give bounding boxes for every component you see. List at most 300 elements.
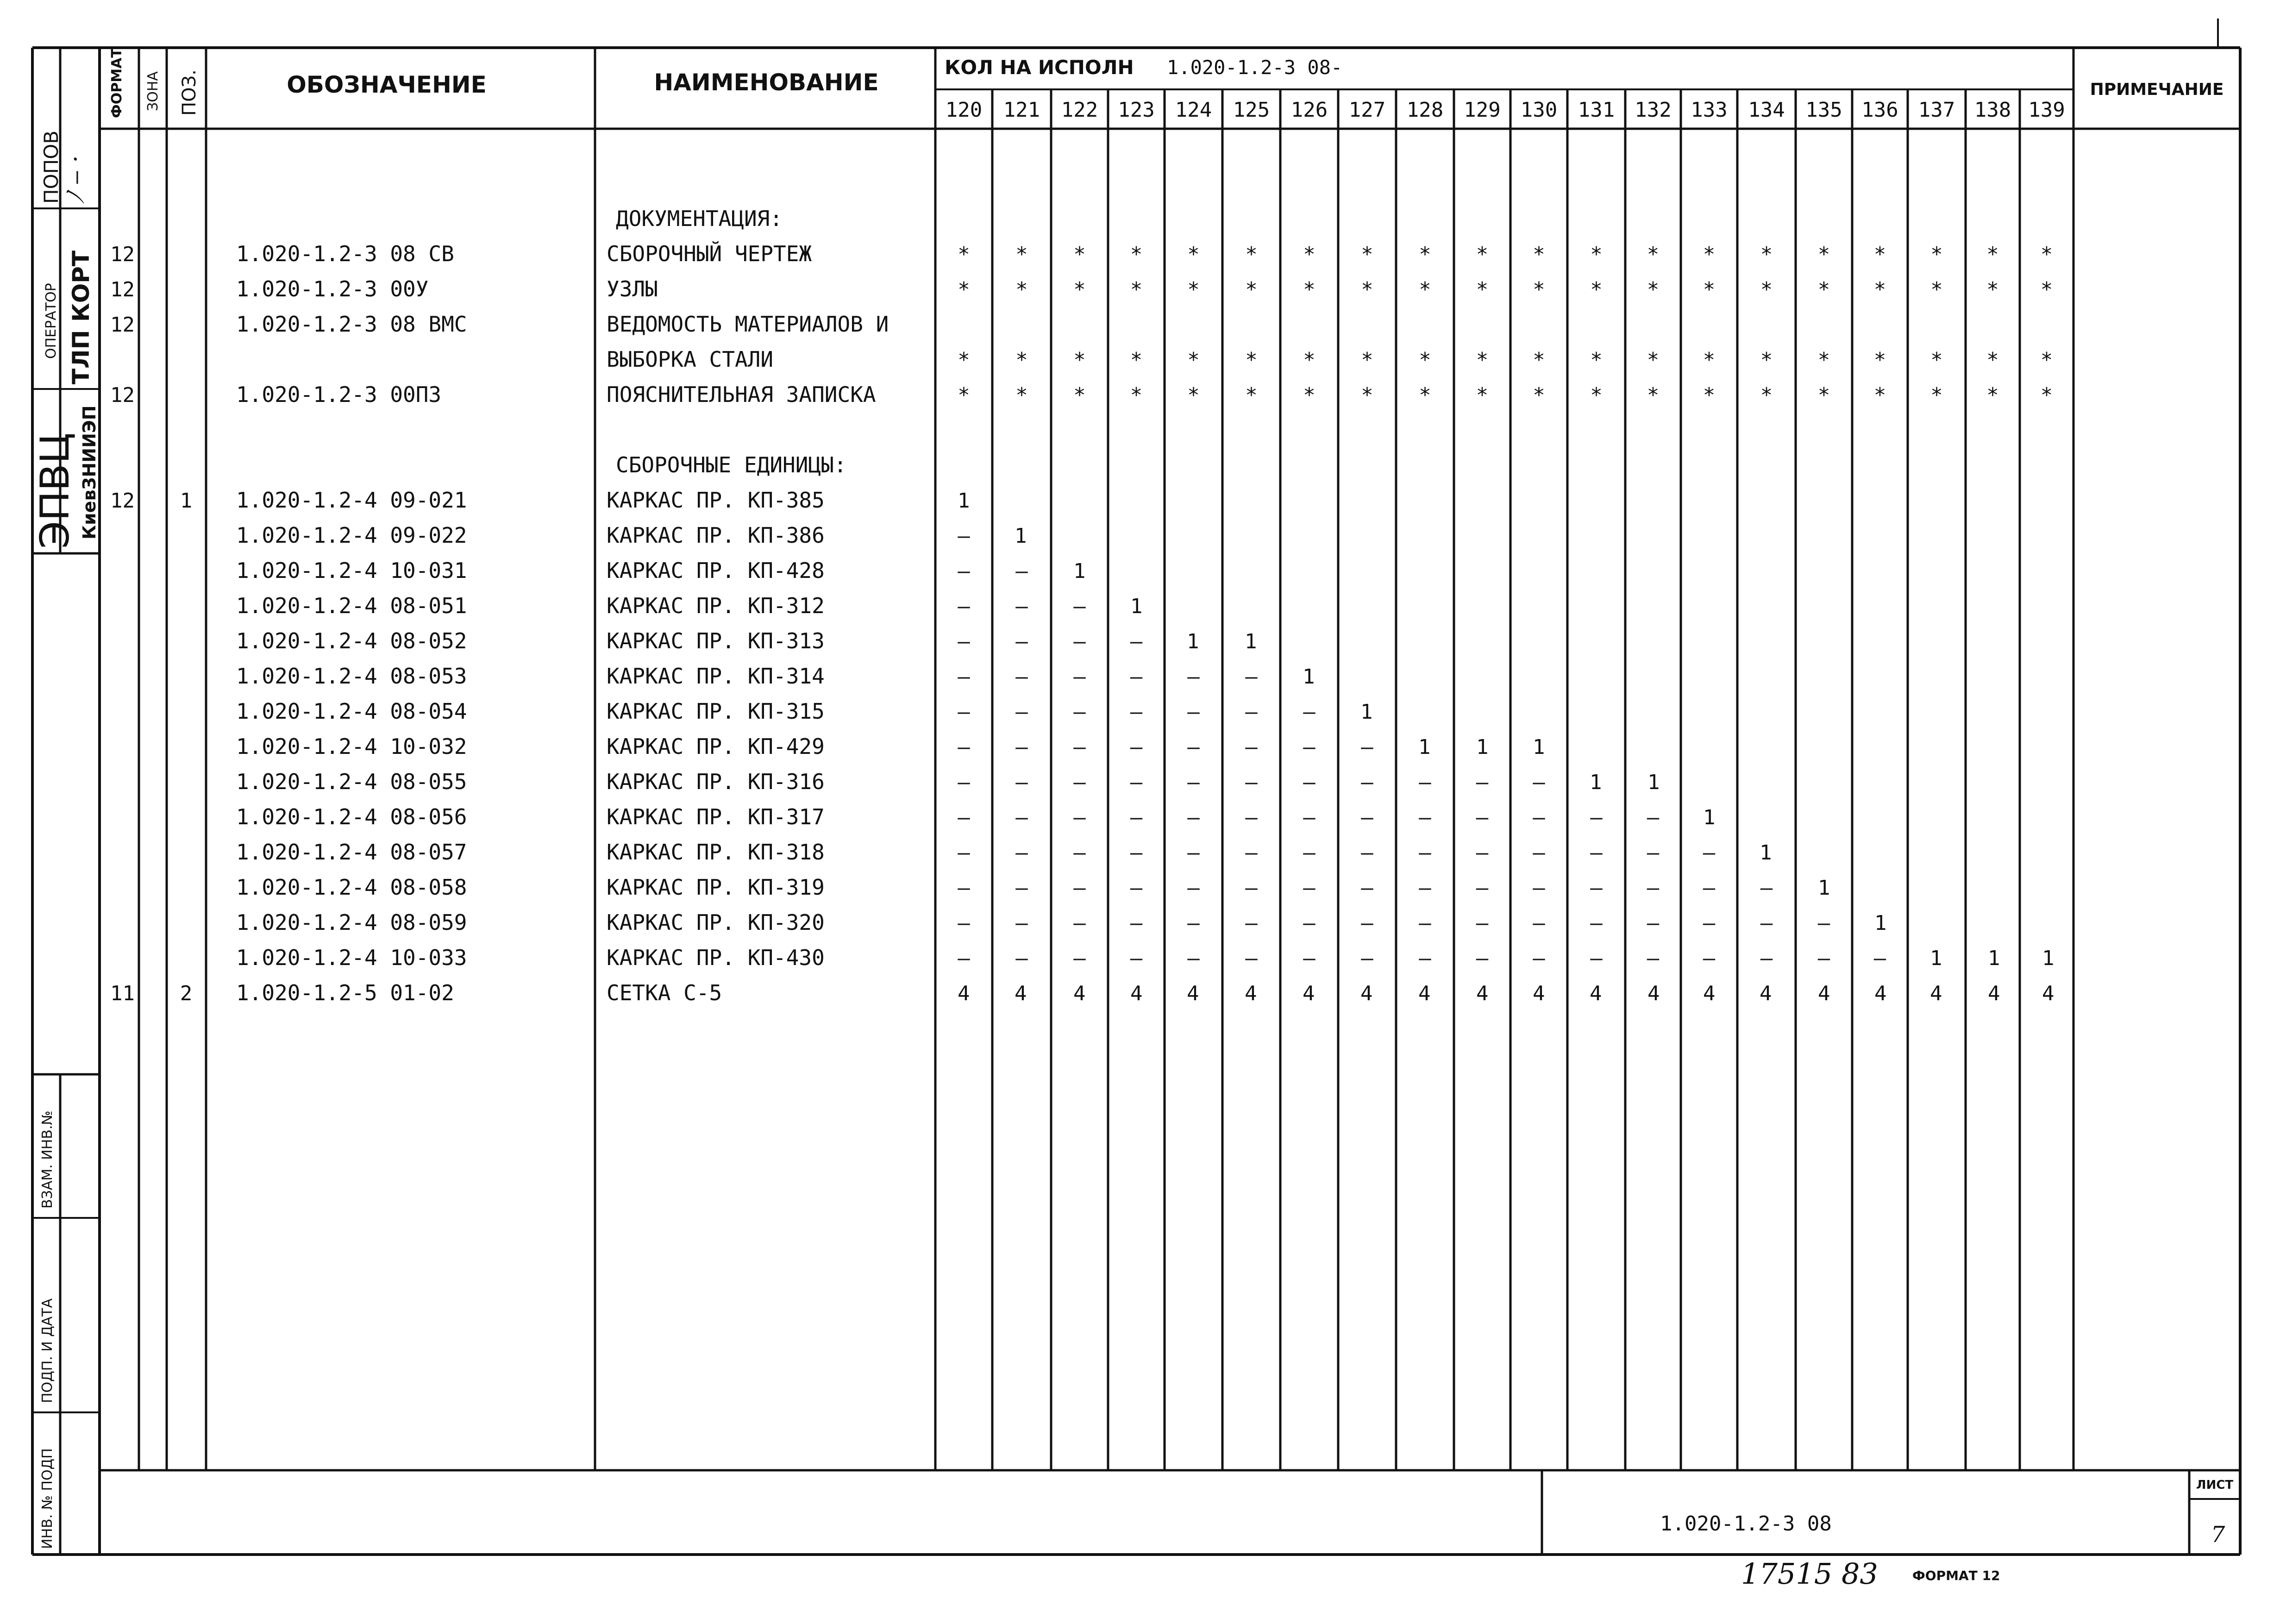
cell-quantity: 4 [1303,982,1315,1005]
cell-quantity: * [2040,348,2053,372]
cell-quantity: – [1419,841,1431,865]
cell-quantity: – [1419,876,1431,900]
cell-quantity: * [1533,348,1545,372]
cell-name: КАРКАС ПР. КП-385 [607,488,825,513]
cell-quantity: – [958,524,970,548]
cell-quantity: – [1361,735,1373,759]
cell-name: КАРКАС ПР. КП-428 [607,558,825,583]
cell-quantity: 1 [1187,630,1199,653]
cell-quantity: * [1760,278,1773,301]
cell-quantity: – [1476,771,1489,794]
cell-quantity: * [1015,383,1028,407]
cell-quantity: * [1986,278,1999,301]
stamp-popov: ПОПОВ [40,130,63,204]
cell-name: ВЕДОМОСТЬ МАТЕРИАЛОВ И [607,312,889,337]
cell-quantity: 4 [1015,982,1027,1005]
cell-quantity: 1 [958,489,970,513]
cell-quantity: – [1873,947,1886,970]
variant-header: 121 [1003,98,1040,122]
cell-quantity: * [1245,243,1258,266]
cell-quantity: 4 [1930,982,1942,1005]
cell-quantity: – [1647,911,1660,935]
cell-quantity: – [1015,911,1028,935]
cell-format: 12 [110,489,135,513]
cell-quantity: – [1245,911,1258,935]
table-row [110,382,2053,407]
cell-quantity: 1 [1245,630,1257,653]
table-row [110,488,970,513]
cell-quantity: – [1533,911,1545,935]
cell-quantity: * [1760,348,1773,372]
cell-quantity: – [1533,947,1545,970]
cell-quantity: * [1130,243,1143,266]
cell-format: 12 [110,243,135,266]
cell-quantity: * [1245,383,1258,407]
variant-header: 129 [1464,98,1501,122]
header-name: НАИМЕНОВАНИЕ [654,69,879,96]
cell-quantity: 1 [1130,595,1143,618]
cell-quantity: – [1817,947,1830,970]
cell-quantity: – [1590,876,1603,900]
cell-quantity: 1 [1073,559,1086,583]
cell-quantity: * [2040,383,2053,407]
cell-quantity: – [1245,771,1258,794]
cell-quantity: * [1419,278,1431,301]
cell-quantity: * [1361,383,1373,407]
cell-quantity: – [1476,947,1489,970]
cell-quantity: * [1817,383,1830,407]
stamp-podp: ПОДП. И ДАТА [39,1298,56,1403]
header-note: ПРИМЕЧАНИЕ [2090,80,2224,99]
cell-quantity: – [1303,771,1315,794]
stamp-vzam: ВЗАМ. ИНВ.№ [39,1110,56,1209]
cell-quantity: * [1703,383,1716,407]
cell-quantity: * [1187,243,1200,266]
cell-quantity: * [1187,383,1200,407]
cell-quantity: – [1015,665,1028,689]
cell-quantity: * [1303,278,1315,301]
cell-quantity: – [1073,665,1086,689]
cell-quantity: * [1073,278,1086,301]
cell-quantity: – [1073,595,1086,618]
cell-quantity: * [1187,348,1200,372]
cell-quantity: * [1986,348,1999,372]
cell-quantity: 4 [2042,982,2055,1005]
cell-quantity: * [1873,348,1886,372]
header-qty-label: КОЛ НА ИСПОЛН [945,56,1134,79]
cell-name: СЕТКА С-5 [607,980,722,1005]
cell-name: КАРКАС ПР. КП-312 [607,593,825,618]
cell-quantity: – [1245,806,1258,829]
cell-quantity: 1 [1988,947,2000,970]
cell-quantity: – [1073,630,1086,653]
cell-quantity: – [958,876,970,900]
cell-quantity: – [1476,841,1489,865]
cell-name: КАРКАС ПР. КП-313 [607,628,825,653]
variant-header: 132 [1635,98,1672,122]
cell-quantity: – [1361,771,1373,794]
cell-quantity: 4 [1073,982,1086,1005]
table-row [236,769,1660,794]
header-format: ФОРМАТ [109,48,125,118]
cell-designation: 1.020-1.2-3 08 ВМС [236,312,467,337]
cell-quantity: 1 [1874,911,1887,935]
cell-quantity: – [1073,841,1086,865]
cell-quantity: * [1015,278,1028,301]
cell-designation: 1.020-1.2-4 08-059 [236,910,467,935]
cell-quantity: – [958,630,970,653]
cell-designation: 1.020-1.2-4 08-057 [236,840,467,865]
cell-quantity: * [1986,243,1999,266]
sheet-label: ЛИСТ [2196,1478,2234,1492]
cell-quantity: 4 [1818,982,1830,1005]
cell-quantity: 1 [1703,806,1716,829]
cell-quantity: – [1533,876,1545,900]
cell-quantity: * [1533,383,1545,407]
cell-quantity: – [1303,841,1315,865]
cell-quantity: * [1476,278,1489,301]
cell-quantity: – [1130,806,1143,829]
stamp-operator-label: ОПЕРАТОР [43,283,59,359]
cell-quantity: * [1590,348,1603,372]
cell-name: КАРКАС ПР. КП-430 [607,945,825,970]
cell-quantity: 1 [1418,735,1431,759]
cell-quantity: – [1590,806,1603,829]
cell-quantity: * [1245,348,1258,372]
table-row [236,875,1830,900]
cell-designation: 1.020-1.2-4 10-032 [236,734,467,759]
cell-quantity: 1 [1930,947,1942,970]
cell-quantity: – [1130,841,1143,865]
variant-header: 128 [1406,98,1444,122]
cell-quantity: 4 [1874,982,1887,1005]
cell-quantity: * [1130,348,1143,372]
variant-header: 122 [1061,98,1098,122]
cell-quantity: – [1130,771,1143,794]
table-row [110,241,2053,266]
cell-quantity: * [1476,383,1489,407]
cell-designation: 1.020-1.2-4 10-033 [236,945,467,970]
cell-quantity: – [1647,841,1660,865]
cell-quantity: * [1930,383,1943,407]
cell-quantity: – [1419,806,1431,829]
cell-name: КАРКАС ПР. КП-319 [607,875,825,900]
cell-quantity: – [1187,947,1200,970]
cell-name: КАРКАС ПР. КП-315 [607,699,825,724]
cell-designation: 1.020-1.2-4 09-022 [236,523,467,548]
cell-quantity: – [1187,665,1200,689]
cell-quantity: – [1015,559,1028,583]
sheet-number: 7 [2211,1522,2225,1548]
cell-quantity: * [1817,348,1830,372]
cell-quantity: – [1130,735,1143,759]
cell-quantity: – [958,700,970,724]
cell-designation: 1.020-1.2-3 00ПЗ [236,382,442,407]
cell-quantity: – [958,771,970,794]
cell-name: КАРКАС ПР. КП-386 [607,523,825,548]
stamp-inv: ИНВ. № ПОДП [39,1448,56,1549]
cell-quantity: * [1533,278,1545,301]
cell-quantity: * [1419,348,1431,372]
cell-quantity: – [1647,876,1660,900]
cell-quantity: – [1590,841,1603,865]
cell-quantity: 4 [1533,982,1545,1005]
cell-name: ДОКУМЕНТАЦИЯ: [616,206,783,231]
cell-quantity: – [1130,700,1143,724]
table-row [110,312,889,337]
cell-quantity: – [1817,911,1830,935]
cell-quantity: * [1303,243,1315,266]
cell-quantity: 4 [1647,982,1660,1005]
cell-designation: 1.020-1.2-4 08-051 [236,593,467,618]
cell-quantity: * [958,383,970,407]
table-row [616,206,783,231]
cell-quantity: – [1073,947,1086,970]
cell-name: УЗЛЫ [607,276,658,301]
table-row [110,980,2055,1005]
signature: ﾉ ‒ · [62,155,89,204]
table-row [607,347,2053,372]
cell-designation: 1.020-1.2-3 00У [236,276,429,301]
cell-name: КАРКАС ПР. КП-320 [607,910,825,935]
cell-quantity: – [1647,806,1660,829]
cell-quantity: * [958,348,970,372]
cell-quantity: – [1303,700,1315,724]
cell-format: 11 [110,982,135,1005]
cell-quantity: 1 [1760,841,1772,865]
cell-quantity: * [1476,243,1489,266]
cell-quantity: – [1533,771,1545,794]
cell-name: СБОРОЧНЫЕ ЕДИНИЦЫ: [616,452,847,477]
cell-quantity: – [1703,947,1716,970]
cell-quantity: * [1303,348,1315,372]
variant-header: 126 [1290,98,1328,122]
cell-quantity: – [1419,771,1431,794]
cell-quantity: * [1590,243,1603,266]
variant-header: 120 [945,98,983,122]
table-row [236,699,1373,724]
variant-header: 127 [1348,98,1386,122]
cell-quantity: – [1361,911,1373,935]
cell-quantity: – [1130,947,1143,970]
cell-quantity: * [1187,278,1200,301]
footer-handwritten: 17515 83 [1741,1557,1878,1591]
cell-format: 12 [110,313,135,337]
cell-quantity: * [1647,278,1660,301]
cell-quantity: – [1361,876,1373,900]
cell-quantity: – [1015,947,1028,970]
cell-quantity: * [1361,278,1373,301]
cell-quantity: * [1073,348,1086,372]
cell-quantity: * [1419,243,1431,266]
footer-format: ФОРМАТ 12 [1912,1568,2000,1583]
variant-header: 125 [1233,98,1270,122]
cell-quantity: * [1760,243,1773,266]
cell-format: 12 [110,383,135,407]
cell-quantity: – [1533,806,1545,829]
header-pos: ПОЗ. [179,69,200,116]
cell-quantity: 4 [1476,982,1489,1005]
cell-format: 12 [110,278,135,301]
variant-header: 136 [1861,98,1898,122]
variant-headers [946,98,2065,122]
cell-quantity: * [1930,348,1943,372]
cell-quantity: 1 [1533,735,1545,759]
cell-pos: 2 [180,982,193,1005]
cell-designation: 1.020-1.2-4 08-056 [236,804,467,829]
cell-quantity: * [1533,243,1545,266]
cell-quantity: * [1647,243,1660,266]
cell-quantity: * [1930,243,1943,266]
cell-name: ПОЯСНИТЕЛЬНАЯ ЗАПИСКА [607,382,876,407]
table-row [236,804,1716,829]
cell-designation: 1.020-1.2-4 08-058 [236,875,467,900]
cell-quantity: – [1187,771,1200,794]
cell-quantity: – [1015,841,1028,865]
cell-quantity: – [958,911,970,935]
table-row [236,840,1772,865]
cell-quantity: 1 [1476,735,1489,759]
cell-quantity: – [1760,911,1773,935]
table-row [236,945,2055,970]
cell-quantity: – [1073,700,1086,724]
cell-quantity: – [1476,876,1489,900]
cell-quantity: * [1073,383,1086,407]
cell-name: ВЫБОРКА СТАЛИ [607,347,774,372]
cell-quantity: – [1703,911,1716,935]
cell-quantity: * [1245,278,1258,301]
cell-quantity: – [1187,911,1200,935]
stamp-operator-value: ТЛП КОРТ [68,250,94,384]
cell-quantity: 1 [2042,947,2055,970]
cell-quantity: – [958,841,970,865]
variant-header: 130 [1520,98,1558,122]
cell-quantity: – [958,947,970,970]
cell-quantity: * [1873,243,1886,266]
cell-quantity: 1 [1647,771,1660,794]
variant-header: 139 [2028,98,2065,122]
header-qty-code: 1.020-1.2-3 08- [1167,56,1343,79]
cell-quantity: * [1647,383,1660,407]
cell-quantity: 1 [1590,771,1602,794]
stamp-epvc: ЭПВЦ [32,433,78,549]
cell-quantity: * [1015,348,1028,372]
cell-quantity: – [1361,947,1373,970]
cell-quantity: – [1015,735,1028,759]
cell-quantity: – [1361,806,1373,829]
cell-quantity: – [1187,806,1200,829]
variant-header: 123 [1118,98,1155,122]
cell-name: СБОРОЧНЫЙ ЧЕРТЕЖ [607,241,812,266]
variant-header: 133 [1691,98,1728,122]
cell-quantity: – [1073,876,1086,900]
cell-quantity: – [1130,665,1143,689]
cell-quantity: – [1760,876,1773,900]
table-row [110,276,2053,301]
cell-quantity: – [1647,947,1660,970]
cell-quantity: – [1760,947,1773,970]
cell-quantity: 4 [1418,982,1431,1005]
cell-quantity: – [1590,911,1603,935]
cell-quantity: – [1245,876,1258,900]
cell-quantity: * [958,278,970,301]
cell-quantity: – [1419,947,1431,970]
cell-quantity: – [1073,806,1086,829]
cell-quantity: – [1590,947,1603,970]
cell-quantity: * [1590,383,1603,407]
variant-header: 138 [1974,98,2011,122]
variant-header: 135 [1805,98,1842,122]
cell-quantity: – [1015,771,1028,794]
cell-quantity: * [1073,243,1086,266]
table-row [236,593,1143,618]
title-code: 1.020-1.2-3 08 [1660,1512,1832,1536]
cell-quantity: * [1647,348,1660,372]
cell-quantity: – [958,595,970,618]
cell-quantity: * [1703,278,1716,301]
cell-designation: 1.020-1.2-4 08-052 [236,628,467,653]
cell-quantity: – [1187,841,1200,865]
table-rows [110,206,2055,1005]
cell-quantity: * [1760,383,1773,407]
cell-quantity: – [1245,735,1258,759]
variant-header: 131 [1578,98,1615,122]
cell-quantity: * [1873,383,1886,407]
cell-quantity: * [2040,278,2053,301]
variant-header: 124 [1175,98,1212,122]
cell-name: КАРКАС ПР. КП-318 [607,840,825,865]
cell-quantity: 4 [958,982,970,1005]
cell-quantity: – [1187,700,1200,724]
cell-quantity: – [1303,806,1315,829]
cell-designation: 1.020-1.2-5 01-02 [236,980,454,1005]
cell-quantity: * [1361,243,1373,266]
cell-quantity: – [1245,665,1258,689]
cell-quantity: * [1015,243,1028,266]
cell-designation: 1.020-1.2-4 08-055 [236,769,467,794]
cell-quantity: * [1986,383,1999,407]
title-block [100,1470,2240,1555]
cell-quantity: – [958,665,970,689]
cell-quantity: – [1187,735,1200,759]
cell-name: КАРКАС ПР. КП-317 [607,804,825,829]
cell-quantity: * [1130,278,1143,301]
cell-name: КАРКАС ПР. КП-314 [607,664,825,689]
cell-quantity: 1 [1818,876,1830,900]
cell-quantity: – [1703,841,1716,865]
cell-quantity: * [1476,348,1489,372]
cell-quantity: 4 [1760,982,1772,1005]
cell-quantity: – [1245,841,1258,865]
cell-quantity: – [1476,806,1489,829]
table-row [236,523,1027,548]
cell-quantity: – [1476,911,1489,935]
cell-quantity: * [1419,383,1431,407]
cell-quantity: * [958,243,970,266]
cell-quantity: – [1303,911,1315,935]
cell-quantity: – [1130,630,1143,653]
cell-quantity: – [1303,876,1315,900]
cell-quantity: – [1073,771,1086,794]
cell-quantity: – [1015,630,1028,653]
cell-quantity: * [1817,243,1830,266]
cell-name: КАРКАС ПР. КП-429 [607,734,825,759]
cell-quantity: * [1590,278,1603,301]
cell-designation: 1.020-1.2-4 08-053 [236,664,467,689]
cell-quantity: 4 [1245,982,1257,1005]
cell-quantity: 4 [1703,982,1716,1005]
cell-name: КАРКАС ПР. КП-316 [607,769,825,794]
